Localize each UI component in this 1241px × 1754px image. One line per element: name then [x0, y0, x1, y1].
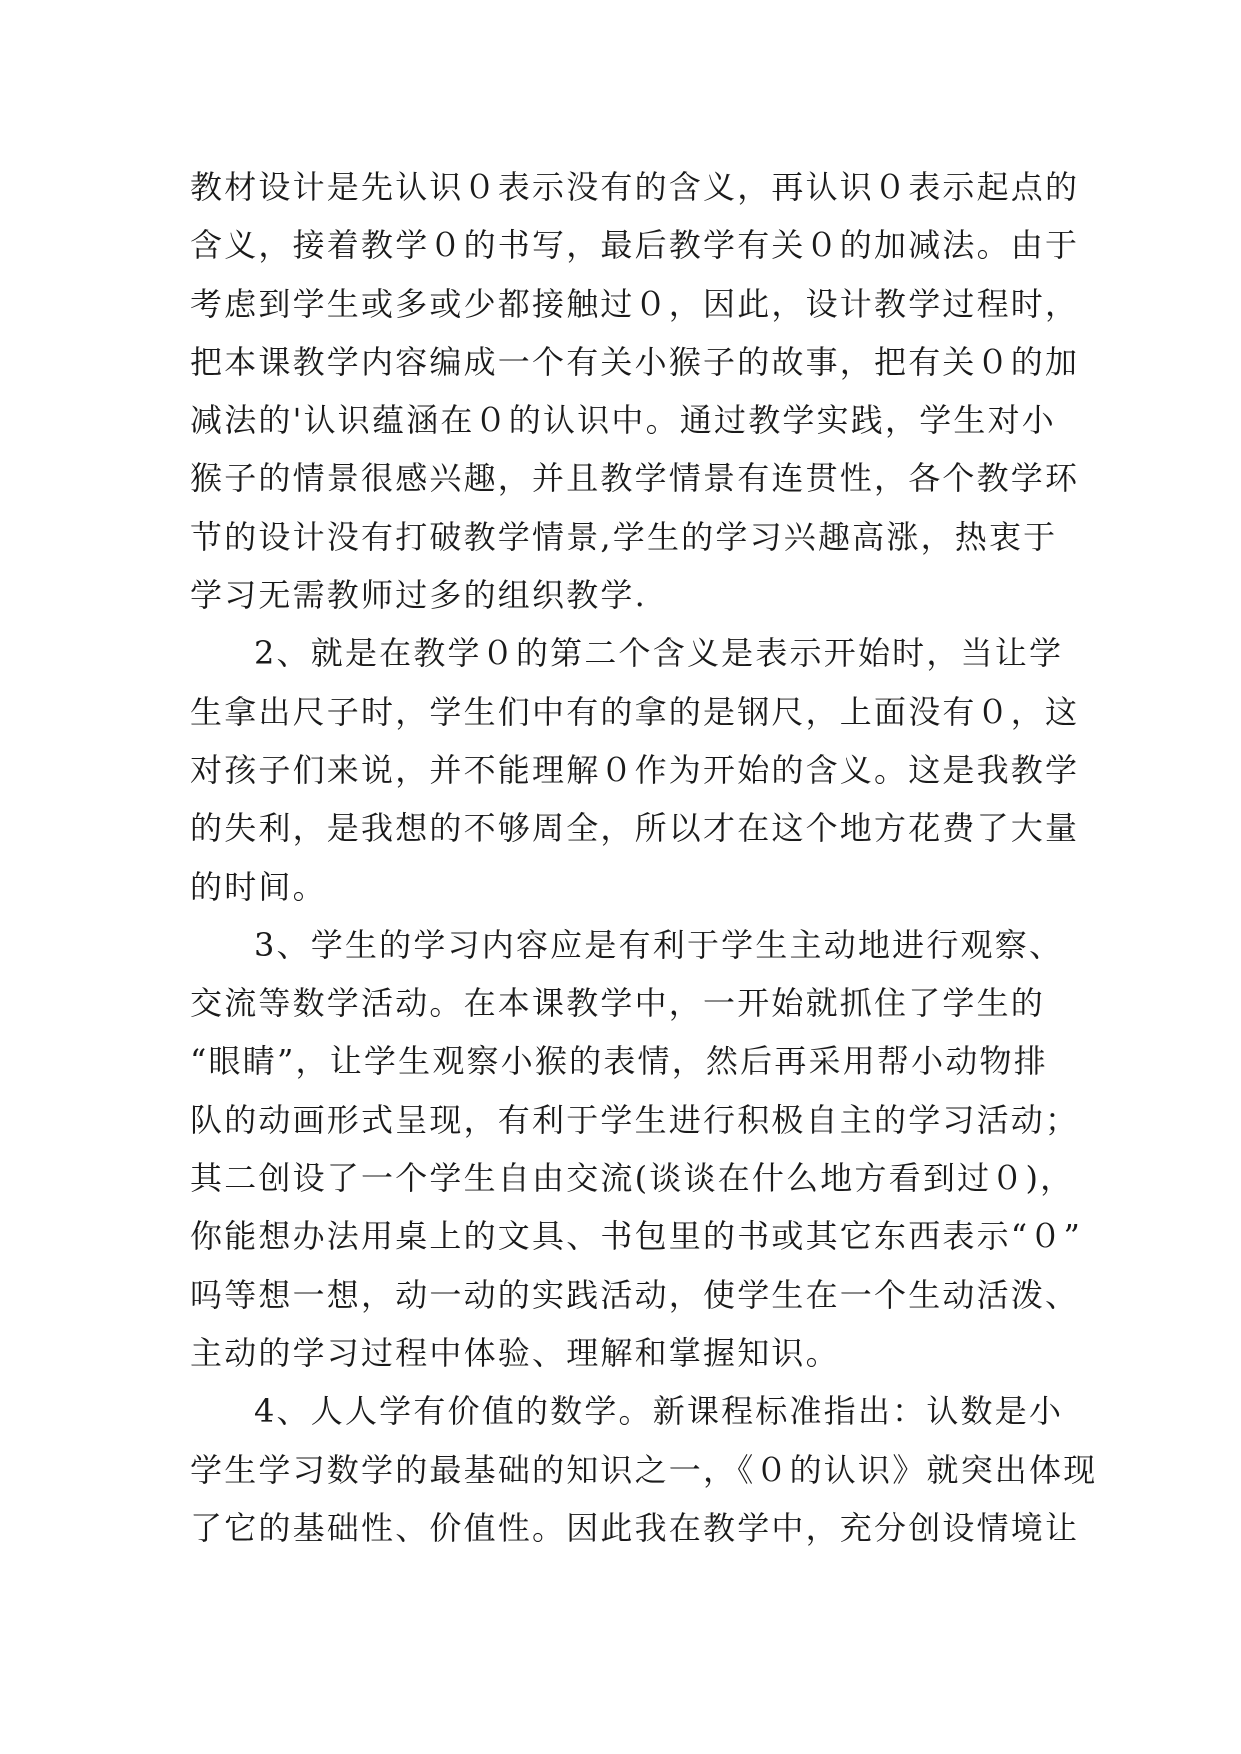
text-line: 的失利，是我想的不够周全，所以才在这个地方花费了大量	[190, 809, 1080, 848]
text-line: 学习无需教师过多的组织教学.	[190, 576, 647, 615]
paragraph-start-line: 2、就是在教学０的第二个含义是表示开始时，当让学	[254, 634, 1064, 673]
text-line: 主动的学习过程中体验、理解和掌握知识。	[190, 1333, 840, 1372]
text-line: 教材设计是先认识０表示没有的含义，再认识０表示起点的	[190, 168, 1080, 206]
text-line: 队的动画形式呈现，有利于学生进行积极自主的学习活动；	[190, 1100, 1080, 1139]
text-line: 把本课教学内容编成一个有关小猴子的故事，把有关０的加	[190, 342, 1080, 381]
paragraph-start-line: 3、学生的学习内容应是有利于学生主动地进行观察、	[254, 925, 1064, 964]
text-line: 交流等数学活动。在本课教学中，一开始就抓住了学生的	[190, 984, 1046, 1023]
text-line: 含义，接着教学０的书写，最后教学有关０的加减法。由于	[190, 226, 1080, 265]
text-line: 猴子的情景很感兴趣，并且教学情景有连贯性，各个教学环	[190, 459, 1080, 498]
text-line: 减法的'认识蕴涵在０的认识中。通过教学实践，学生对小	[190, 401, 1056, 440]
text-line: “眼睛”，让学生观察小猴的表情，然后再采用帮小动物排	[190, 1042, 1048, 1081]
paragraph-start-line: 4、人人学有价值的数学。新课程标准指出：认数是小	[254, 1392, 1064, 1431]
document-body	[190, 158, 1098, 1557]
text-line: 的时间。	[190, 867, 327, 906]
text-line: 对孩子们来说，并不能理解０作为开始的含义。这是我教学	[190, 750, 1080, 789]
text-line: 吗等想一想，动一动的实践活动，使学生在一个生动活泼、	[190, 1275, 1080, 1314]
text-line: 考虑到学生或多或少都接触过０，因此，设计教学过程时，	[190, 284, 1080, 323]
text-line: 其二创设了一个学生自由交流(谈谈在什么地方看到过０)，	[190, 1159, 1075, 1198]
text-line: 节的设计没有打破教学情景,学生的学习兴趣高涨，热衷于	[190, 517, 1058, 556]
text-line: 学生学习数学的最基础的知识之一，《０的认识》就突出体现	[190, 1450, 1098, 1489]
text-line: 你能想办法用桌上的文具、书包里的书或其它东西表示“０”	[190, 1217, 1083, 1256]
text-line: 了它的基础性、价值性。因此我在教学中，充分创设情境让	[190, 1508, 1080, 1547]
text-line: 生拿出尺子时，学生们中有的拿的是钢尺，上面没有０，这	[190, 692, 1080, 731]
